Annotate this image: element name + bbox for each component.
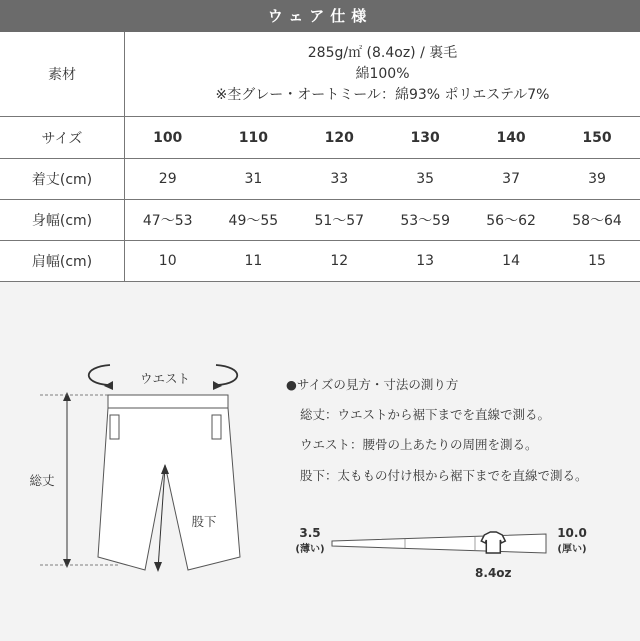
table-cell: 49〜55 xyxy=(210,200,296,241)
size-header-row xyxy=(0,117,640,159)
row-label: 着丈(cm) xyxy=(0,159,125,200)
thickness-gauge xyxy=(290,525,610,585)
spec-table xyxy=(0,32,640,282)
waist-arrow xyxy=(216,365,237,385)
thickness-min-value: 3.5 xyxy=(299,526,320,540)
note-item: 総丈：ウエストから裾下までを直線で測る。 xyxy=(300,406,550,424)
arrowhead xyxy=(63,392,71,401)
size-header-label: サイズ xyxy=(0,117,125,159)
note-item: ウエスト：腰骨の上あたりの周囲を測る。 xyxy=(300,436,538,454)
row-label: 身幅(cm) xyxy=(0,200,125,241)
table-cell: 33 xyxy=(296,159,382,200)
pocket xyxy=(110,415,119,439)
size-header-cell: 150 xyxy=(554,117,640,159)
table-cell: 15 xyxy=(554,241,640,282)
arrowhead xyxy=(154,562,162,572)
material-label: 素材 xyxy=(0,32,125,117)
row-label: 肩幅(cm) xyxy=(0,241,125,282)
table-cell: 51〜57 xyxy=(296,200,382,241)
thickness-min-label: (薄い) xyxy=(295,542,324,555)
note-item: 股下：太ももの付け根から裾下までを直線で測る。 xyxy=(300,467,588,485)
table-cell: 29 xyxy=(125,159,211,200)
pants-diagram xyxy=(0,355,290,595)
section-title: ウェア仕様 xyxy=(0,0,640,32)
arrowhead xyxy=(213,381,222,390)
pocket xyxy=(212,415,221,439)
size-header-cell: 130 xyxy=(382,117,468,159)
table-cell: 10 xyxy=(125,241,211,282)
table-cell: 37 xyxy=(468,159,554,200)
waistband xyxy=(108,395,228,408)
waist-arrow xyxy=(89,365,110,385)
size-header-cell: 100 xyxy=(125,117,211,159)
table-cell: 35 xyxy=(382,159,468,200)
size-header-cell: 120 xyxy=(296,117,382,159)
table-row xyxy=(0,241,640,282)
inseam-label: 股下 xyxy=(191,514,217,529)
table-cell: 11 xyxy=(210,241,296,282)
material-row xyxy=(0,32,640,117)
table-cell: 39 xyxy=(554,159,640,200)
length-label: 総丈 xyxy=(29,473,55,488)
table-cell: 47〜53 xyxy=(125,200,211,241)
arrowhead xyxy=(104,381,113,390)
size-header-cell: 110 xyxy=(210,117,296,159)
table-cell: 56〜62 xyxy=(468,200,554,241)
size-header-cell: 140 xyxy=(468,117,554,159)
table-row xyxy=(0,200,640,241)
table-cell: 14 xyxy=(468,241,554,282)
material-line: ※杢グレー・オートミール：綿93% ポリエステル7% xyxy=(125,85,640,106)
thickness-max-value: 10.0 xyxy=(557,526,587,540)
waist-label: ウエスト xyxy=(140,371,190,386)
thickness-max-label: (厚い) xyxy=(557,542,586,555)
table-cell: 31 xyxy=(210,159,296,200)
notes-heading: ●サイズの見方・寸法の測り方 xyxy=(286,376,458,394)
table-row xyxy=(0,159,640,200)
arrowhead xyxy=(63,559,71,568)
table-cell: 12 xyxy=(296,241,382,282)
thickness-current: 8.4oz xyxy=(475,566,512,580)
material-line: 綿100% xyxy=(125,64,640,85)
material-line: 285g/㎡ (8.4oz) / 裏毛 xyxy=(125,43,640,64)
table-cell: 53〜59 xyxy=(382,200,468,241)
thickness-bar xyxy=(332,534,546,553)
table-cell: 13 xyxy=(382,241,468,282)
material-value xyxy=(125,32,640,117)
table-cell: 58〜64 xyxy=(554,200,640,241)
